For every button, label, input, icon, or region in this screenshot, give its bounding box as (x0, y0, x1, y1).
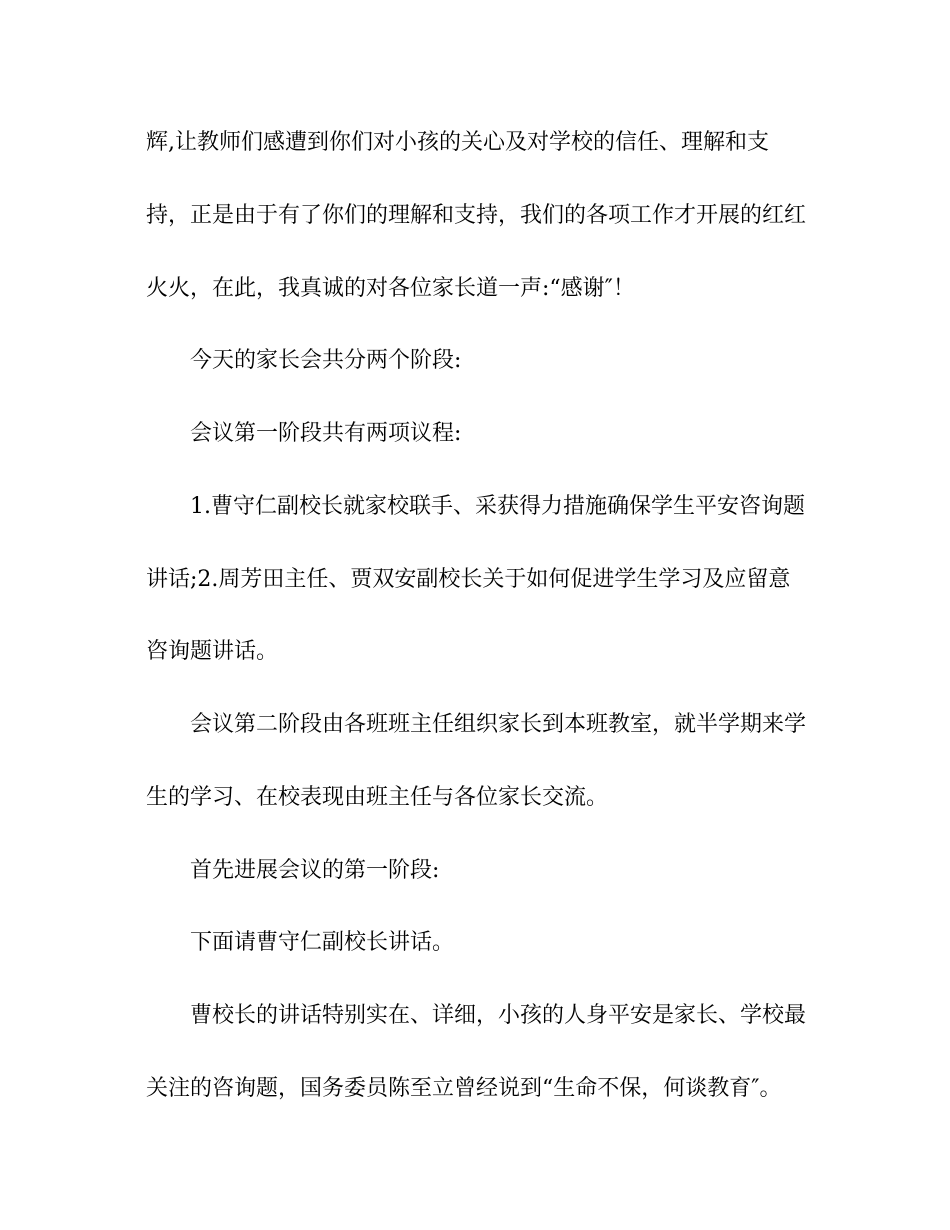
text-line-13: 曹校长的讲话特别实在、详细，小孩的人身平安是家长、学校最 (190, 1003, 807, 1028)
text-line-11: 首先进展会议的第一阶段: (190, 858, 440, 883)
text-line-3: 火火，在此，我真诚的对各位家长道一声:“感谢″！ (146, 276, 635, 301)
text-line-10: 生的学习、在校表现由班主任与各位家长交流。 (146, 785, 609, 810)
text-line-8: 咨询题讲话。 (146, 639, 279, 664)
text-line-12: 下面请曹守仁副校长讲话。 (190, 930, 455, 955)
text-line-5: 会议第一阶段共有两项议程: (190, 421, 462, 446)
text-line-1: 辉,让教师们感遭到你们对小孩的关心及对学校的信任、理解和支 (146, 130, 769, 155)
text-line-7: 讲话;2.周芳田主任、贾双安副校长关于如何促进学生学习及应留意 (146, 567, 791, 592)
text-line-2: 持，正是由于有了你们的理解和支持，我们的各项工作才开展的红红 (146, 203, 807, 228)
text-line-9: 会议第二阶段由各班班主任组织家长到本班教室，就半学期来学 (190, 712, 807, 737)
text-line-4: 今天的家长会共分两个阶段: (190, 348, 462, 373)
text-line-6: 1.曹守仁副校长就家校联手、采获得力措施确保学生平安咨询题 (190, 494, 805, 519)
text-line-14: 关注的咨询题，国务委员陈至立曾经说到“生命不保，何谈教育″。 (146, 1076, 782, 1101)
